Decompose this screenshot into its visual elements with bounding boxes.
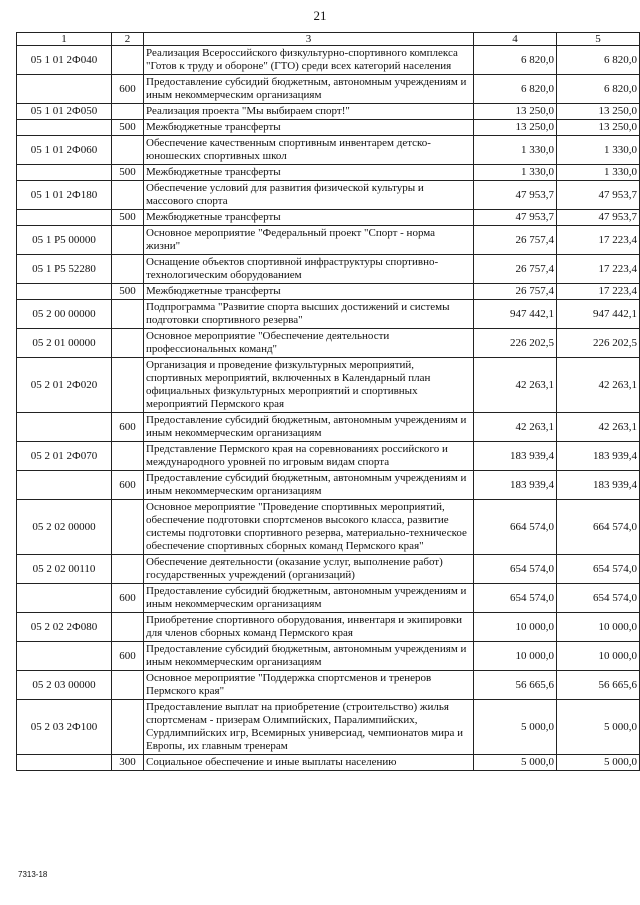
target-article-code: [17, 284, 112, 300]
amount-year-1: 10 000,0: [474, 642, 557, 671]
row-description: Межбюджетные трансферты: [144, 120, 474, 136]
expense-type-code: [112, 181, 144, 210]
amount-year-2: 226 202,5: [557, 329, 640, 358]
row-description: Основное мероприятие "Проведение спортивных мероприятий, обеспечение подготовки спортсменов высокого класса, развитие системы подготовки спортивного резерва, материально-техническое обеспечение спортивных сборных команд Пермского края": [144, 500, 474, 555]
amount-year-1: 654 574,0: [474, 584, 557, 613]
row-description: Предоставление субсидий бюджетным, автономным учреждениям и иным некоммерческим организациям: [144, 471, 474, 500]
amount-year-1: 42 263,1: [474, 413, 557, 442]
amount-year-2: 664 574,0: [557, 500, 640, 555]
row-description: Подпрограмма "Развитие спорта высших достижений и системы подготовки спортивного резерва": [144, 300, 474, 329]
table-row: [17, 226, 640, 255]
budget-table: [16, 32, 640, 771]
table-row: [17, 700, 640, 755]
table-body: [17, 46, 640, 771]
row-description: Обеспечение деятельности (оказание услуг, выполнение работ) государственных учреждений (организаций): [144, 555, 474, 584]
amount-year-2: 17 223,4: [557, 226, 640, 255]
target-article-code: [17, 584, 112, 613]
row-description: Предоставление субсидий бюджетным, автономным учреждениям и иным некоммерческим организациям: [144, 642, 474, 671]
target-article-code: [17, 642, 112, 671]
amount-year-1: 5 000,0: [474, 755, 557, 771]
expense-type-code: [112, 358, 144, 413]
row-description: Предоставление субсидий бюджетным, автономным учреждениям и иным некоммерческим организациям: [144, 584, 474, 613]
expense-type-code: [112, 613, 144, 642]
amount-year-1: 26 757,4: [474, 226, 557, 255]
table-row: [17, 46, 640, 75]
target-article-code: 05 2 03 2Ф100: [17, 700, 112, 755]
table-row: [17, 642, 640, 671]
expense-type-code: [112, 46, 144, 75]
target-article-code: 05 1 P5 00000: [17, 226, 112, 255]
expense-type-code: 600: [112, 642, 144, 671]
amount-year-1: 183 939,4: [474, 471, 557, 500]
table-row: [17, 671, 640, 700]
amount-year-1: 226 202,5: [474, 329, 557, 358]
target-article-code: [17, 413, 112, 442]
expense-type-code: 500: [112, 120, 144, 136]
row-description: Основное мероприятие "Поддержка спортсменов и тренеров Пермского края": [144, 671, 474, 700]
amount-year-2: 5 000,0: [557, 755, 640, 771]
row-description: Представление Пермского края на соревнованиях российского и международного уровней по игровым видам спорта: [144, 442, 474, 471]
expense-type-code: [112, 136, 144, 165]
target-article-code: 05 1 01 2Ф180: [17, 181, 112, 210]
table-row: [17, 255, 640, 284]
expense-type-code: [112, 329, 144, 358]
column-header: 1: [17, 33, 112, 46]
expense-type-code: [112, 671, 144, 700]
amount-year-2: 6 820,0: [557, 46, 640, 75]
row-description: Организация и проведение физкультурных мероприятий, спортивных мероприятий, включенных в Календарный план официальных физкультурных мероприятий и спортивных мероприятий Пермского края: [144, 358, 474, 413]
row-description: Приобретение спортивного оборудования, инвентаря и экипировки для членов сборных команд Пермского края: [144, 613, 474, 642]
expense-type-code: [112, 226, 144, 255]
table-row: [17, 165, 640, 181]
row-description: Межбюджетные трансферты: [144, 284, 474, 300]
row-description: Предоставление субсидий бюджетным, автономным учреждениям и иным некоммерческим организациям: [144, 413, 474, 442]
expense-type-code: 600: [112, 413, 144, 442]
table-row: [17, 471, 640, 500]
row-description: Межбюджетные трансферты: [144, 165, 474, 181]
amount-year-2: 17 223,4: [557, 255, 640, 284]
column-header: 4: [474, 33, 557, 46]
amount-year-2: 10 000,0: [557, 613, 640, 642]
amount-year-1: 42 263,1: [474, 358, 557, 413]
target-article-code: 05 2 01 00000: [17, 329, 112, 358]
amount-year-2: 1 330,0: [557, 136, 640, 165]
expense-type-code: 600: [112, 584, 144, 613]
amount-year-2: 42 263,1: [557, 413, 640, 442]
target-article-code: 05 1 P5 52280: [17, 255, 112, 284]
amount-year-2: 6 820,0: [557, 75, 640, 104]
row-description: Предоставление субсидий бюджетным, автономным учреждениям и иным некоммерческим организациям: [144, 75, 474, 104]
amount-year-2: 47 953,7: [557, 181, 640, 210]
amount-year-2: 13 250,0: [557, 104, 640, 120]
target-article-code: 05 2 01 2Ф020: [17, 358, 112, 413]
expense-type-code: 500: [112, 165, 144, 181]
expense-type-code: [112, 500, 144, 555]
amount-year-2: 654 574,0: [557, 555, 640, 584]
row-description: Межбюджетные трансферты: [144, 210, 474, 226]
table-row: [17, 284, 640, 300]
expense-type-code: 600: [112, 75, 144, 104]
amount-year-1: 13 250,0: [474, 104, 557, 120]
amount-year-1: 1 330,0: [474, 165, 557, 181]
table-row: [17, 104, 640, 120]
amount-year-1: 26 757,4: [474, 284, 557, 300]
target-article-code: 05 1 01 2Ф040: [17, 46, 112, 75]
amount-year-2: 13 250,0: [557, 120, 640, 136]
target-article-code: 05 1 01 2Ф050: [17, 104, 112, 120]
expense-type-code: [112, 104, 144, 120]
table-row: [17, 300, 640, 329]
table-row: [17, 500, 640, 555]
table-row: [17, 755, 640, 771]
page-number: 21: [313, 8, 327, 23]
amount-year-2: 17 223,4: [557, 284, 640, 300]
expense-type-code: 500: [112, 284, 144, 300]
amount-year-1: 47 953,7: [474, 210, 557, 226]
target-article-code: 05 2 01 2Ф070: [17, 442, 112, 471]
row-description: Социальное обеспечение и иные выплаты населению: [144, 755, 474, 771]
table-row: [17, 613, 640, 642]
column-header: 5: [557, 33, 640, 46]
amount-year-2: 183 939,4: [557, 471, 640, 500]
amount-year-2: 654 574,0: [557, 584, 640, 613]
target-article-code: 05 1 01 2Ф060: [17, 136, 112, 165]
expense-type-code: 500: [112, 210, 144, 226]
table-row: [17, 555, 640, 584]
column-header: 2: [112, 33, 144, 46]
target-article-code: [17, 210, 112, 226]
table-row: [17, 358, 640, 413]
amount-year-2: 56 665,6: [557, 671, 640, 700]
amount-year-2: 183 939,4: [557, 442, 640, 471]
expense-type-code: [112, 442, 144, 471]
column-header: 3: [144, 33, 474, 46]
target-article-code: [17, 755, 112, 771]
expense-type-code: [112, 700, 144, 755]
amount-year-2: 42 263,1: [557, 358, 640, 413]
document-code: 7313-18: [18, 870, 48, 879]
table-row: [17, 442, 640, 471]
target-article-code: [17, 75, 112, 104]
amount-year-1: 47 953,7: [474, 181, 557, 210]
target-article-code: [17, 120, 112, 136]
table-row: [17, 75, 640, 104]
amount-year-2: 47 953,7: [557, 210, 640, 226]
table-row: [17, 181, 640, 210]
amount-year-1: 5 000,0: [474, 700, 557, 755]
table-row: [17, 329, 640, 358]
target-article-code: 05 2 02 2Ф080: [17, 613, 112, 642]
target-article-code: 05 2 03 00000: [17, 671, 112, 700]
amount-year-1: 654 574,0: [474, 555, 557, 584]
amount-year-2: 5 000,0: [557, 700, 640, 755]
amount-year-2: 1 330,0: [557, 165, 640, 181]
amount-year-2: 947 442,1: [557, 300, 640, 329]
row-description: Обеспечение условий для развития физической культуры и массового спорта: [144, 181, 474, 210]
amount-year-1: 947 442,1: [474, 300, 557, 329]
expense-type-code: [112, 300, 144, 329]
amount-year-1: 1 330,0: [474, 136, 557, 165]
target-article-code: [17, 165, 112, 181]
table-row: [17, 584, 640, 613]
amount-year-1: 6 820,0: [474, 46, 557, 75]
amount-year-1: 664 574,0: [474, 500, 557, 555]
row-description: Обеспечение качественным спортивным инвентарем детско-юношеских спортивных школ: [144, 136, 474, 165]
amount-year-1: 56 665,6: [474, 671, 557, 700]
row-description: Основное мероприятие "Федеральный проект "Спорт - норма жизни": [144, 226, 474, 255]
table-row: [17, 120, 640, 136]
expense-type-code: [112, 555, 144, 584]
target-article-code: 05 2 02 00000: [17, 500, 112, 555]
table-row: [17, 413, 640, 442]
expense-type-code: 600: [112, 471, 144, 500]
target-article-code: [17, 471, 112, 500]
row-description: Предоставление выплат на приобретение (строительство) жилья спортсменам - призерам Олимпийских, Паралимпийских, Сурдлимпийских игр, Всемирных универсиад, чемпионатов мира и Европы, их главным тренерам: [144, 700, 474, 755]
row-description: Оснащение объектов спортивной инфраструктуры спортивно-технологическим оборудованием: [144, 255, 474, 284]
target-article-code: 05 2 00 00000: [17, 300, 112, 329]
amount-year-2: 10 000,0: [557, 642, 640, 671]
target-article-code: 05 2 02 00110: [17, 555, 112, 584]
expense-type-code: [112, 255, 144, 284]
table-row: [17, 210, 640, 226]
row-description: Реализация Всероссийского физкультурно-спортивного комплекса "Готов к труду и обороне" (ГТО) среди всех категорий населения: [144, 46, 474, 75]
table-row: [17, 136, 640, 165]
column-number-row: [17, 33, 640, 46]
amount-year-1: 183 939,4: [474, 442, 557, 471]
amount-year-1: 10 000,0: [474, 613, 557, 642]
amount-year-1: 6 820,0: [474, 75, 557, 104]
row-description: Основное мероприятие "Обеспечение деятельности профессиональных команд": [144, 329, 474, 358]
expense-type-code: 300: [112, 755, 144, 771]
amount-year-1: 26 757,4: [474, 255, 557, 284]
amount-year-1: 13 250,0: [474, 120, 557, 136]
row-description: Реализация проекта "Мы выбираем спорт!": [144, 104, 474, 120]
